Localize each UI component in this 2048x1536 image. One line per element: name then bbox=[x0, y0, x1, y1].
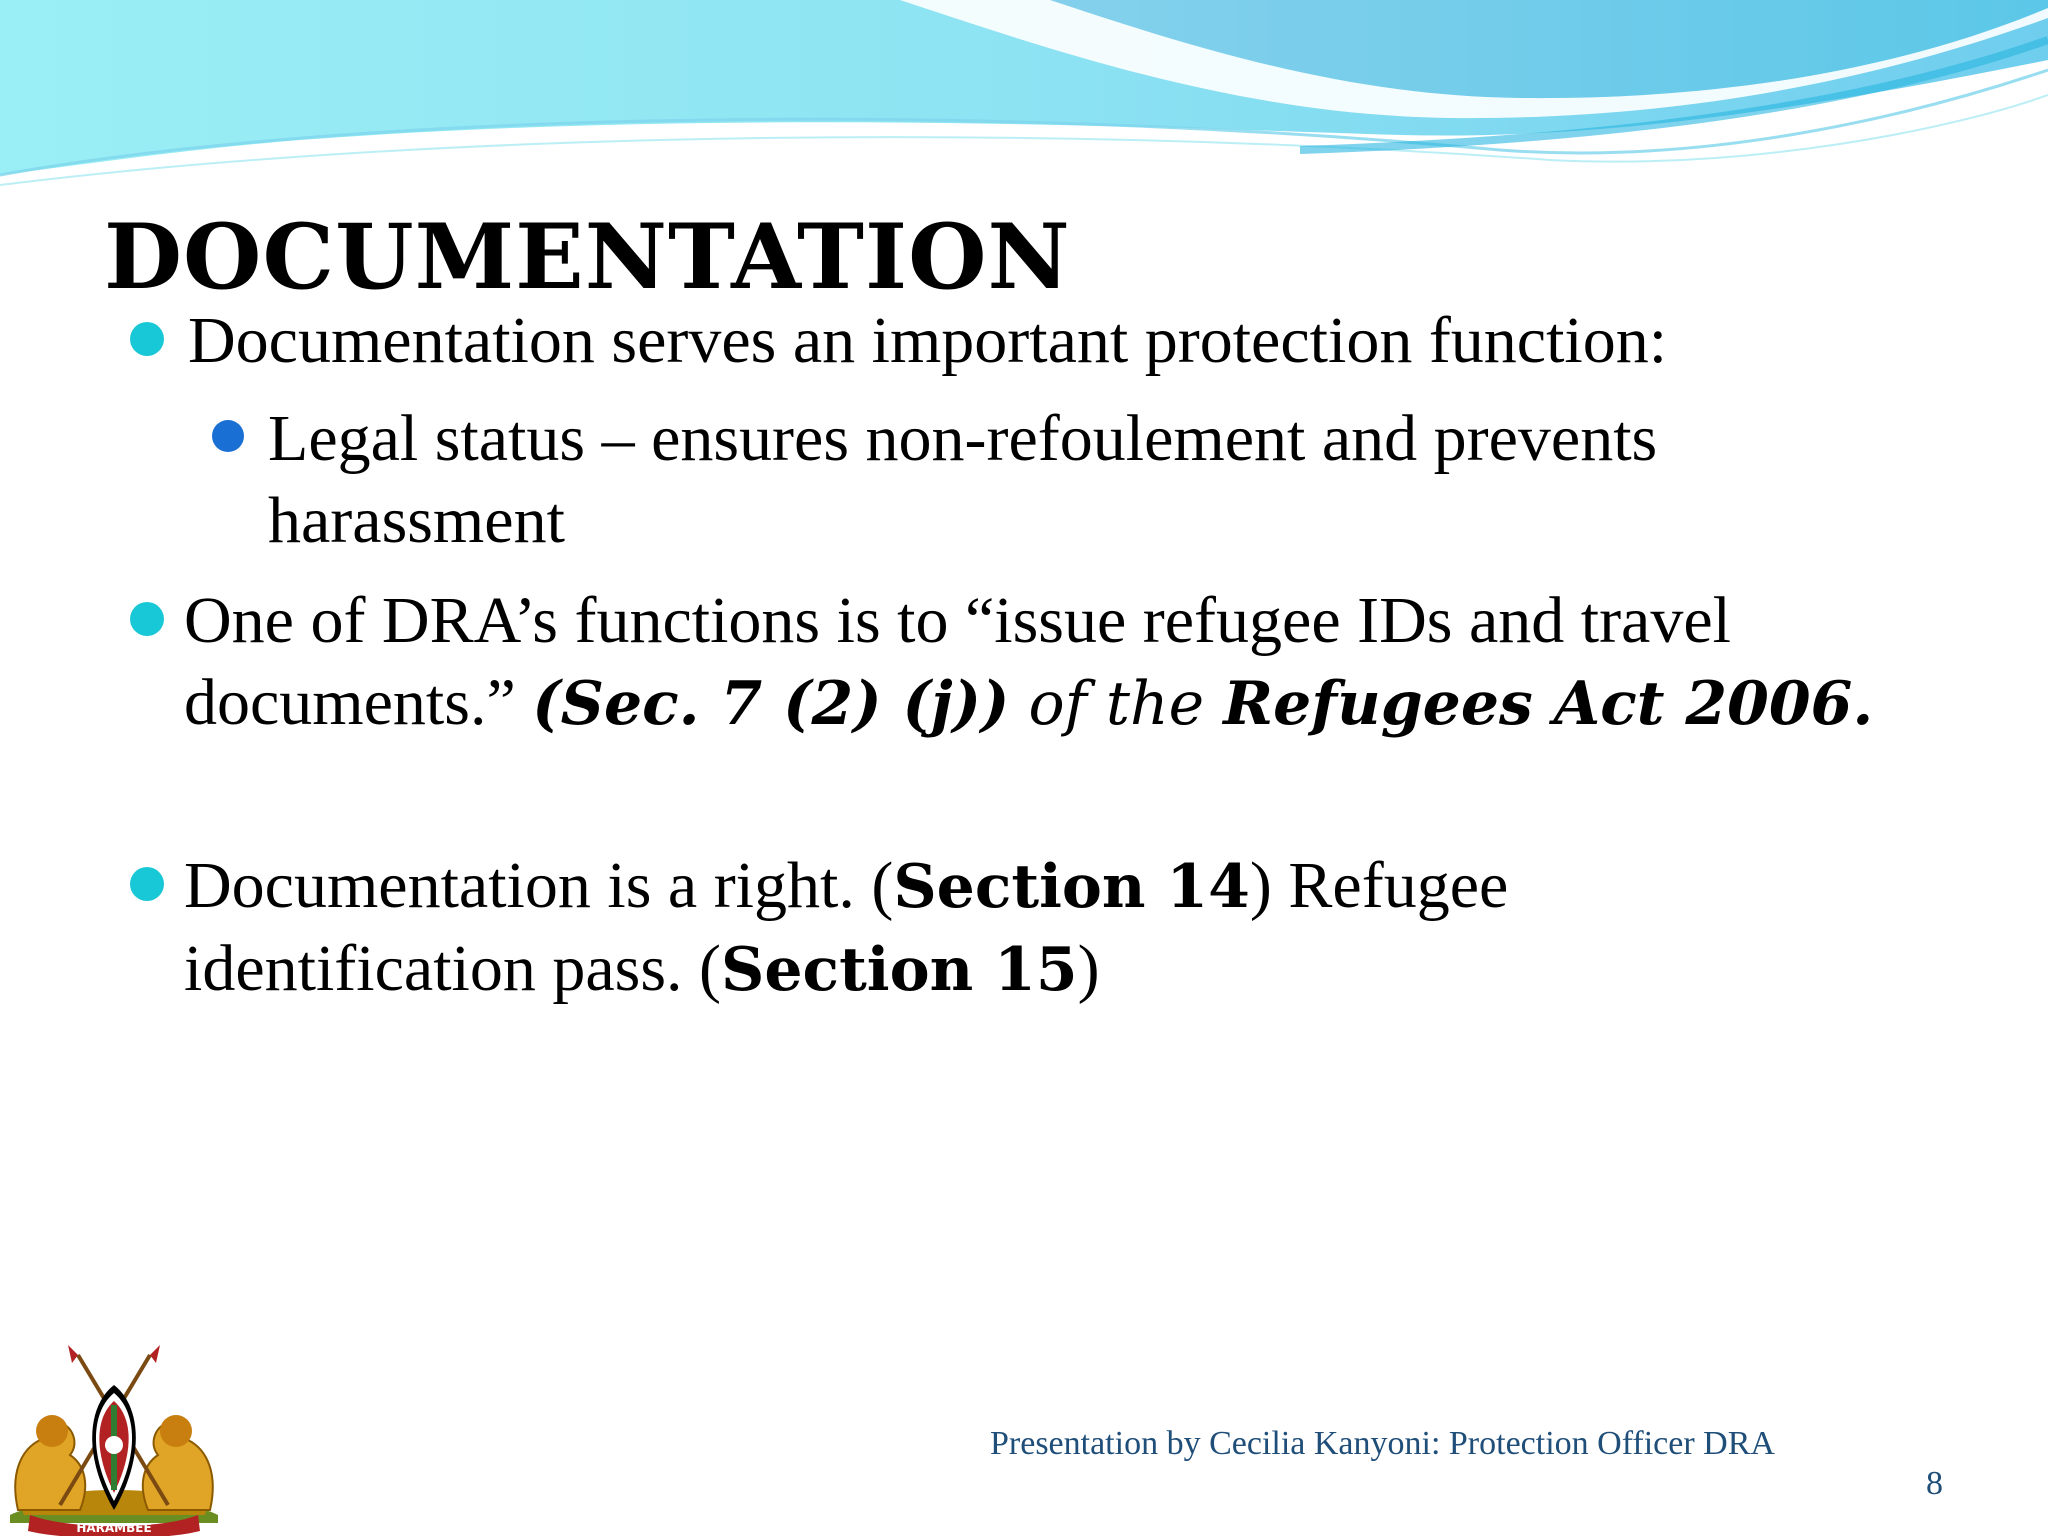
bullet-dot-icon bbox=[130, 867, 164, 901]
bullet-3-text bbox=[184, 845, 1704, 1011]
bullet-2-text bbox=[184, 580, 1954, 745]
bullet-3-part1: Documentation is a right. ( bbox=[184, 849, 894, 922]
slide-title: DOCUMENTATION bbox=[104, 204, 1071, 310]
section-14: Section 14 bbox=[893, 852, 1250, 922]
bullet-1-text: Documentation serves an important protection function: bbox=[188, 304, 1668, 377]
bullet-2-quote: One of DRA’s functions is to “issue refugee IDs and travel documents.” bbox=[184, 584, 1731, 739]
bullet-1-sub-text: Legal status – ensures non-refoulement and prevents harassment bbox=[268, 402, 1658, 557]
act-name: Refugees Act 2006. bbox=[1223, 669, 1874, 739]
section-citation: (Sec. 7 (2) (j)) bbox=[532, 669, 1010, 739]
bullet-3-part3: ) bbox=[1077, 932, 1100, 1005]
emblem-motto: HARAMBEE bbox=[76, 1521, 152, 1535]
bullet-dot-icon bbox=[130, 602, 164, 636]
kenya-coat-of-arms-icon bbox=[0, 1345, 228, 1536]
bullet-2-reference bbox=[532, 669, 1873, 739]
bullet-dot-icon bbox=[130, 322, 164, 356]
bullet-3-part2: ) Refugee identification pass. ( bbox=[184, 849, 1509, 1005]
citation-connector: of the bbox=[1028, 669, 1205, 739]
presenter-footer: Presentation by Cecilia Kanyoni: Protection Officer DRA bbox=[990, 1425, 1775, 1462]
section-15: Section 15 bbox=[721, 935, 1078, 1005]
bullet-dot-icon bbox=[212, 420, 244, 452]
page-number: 8 bbox=[1926, 1465, 1943, 1502]
